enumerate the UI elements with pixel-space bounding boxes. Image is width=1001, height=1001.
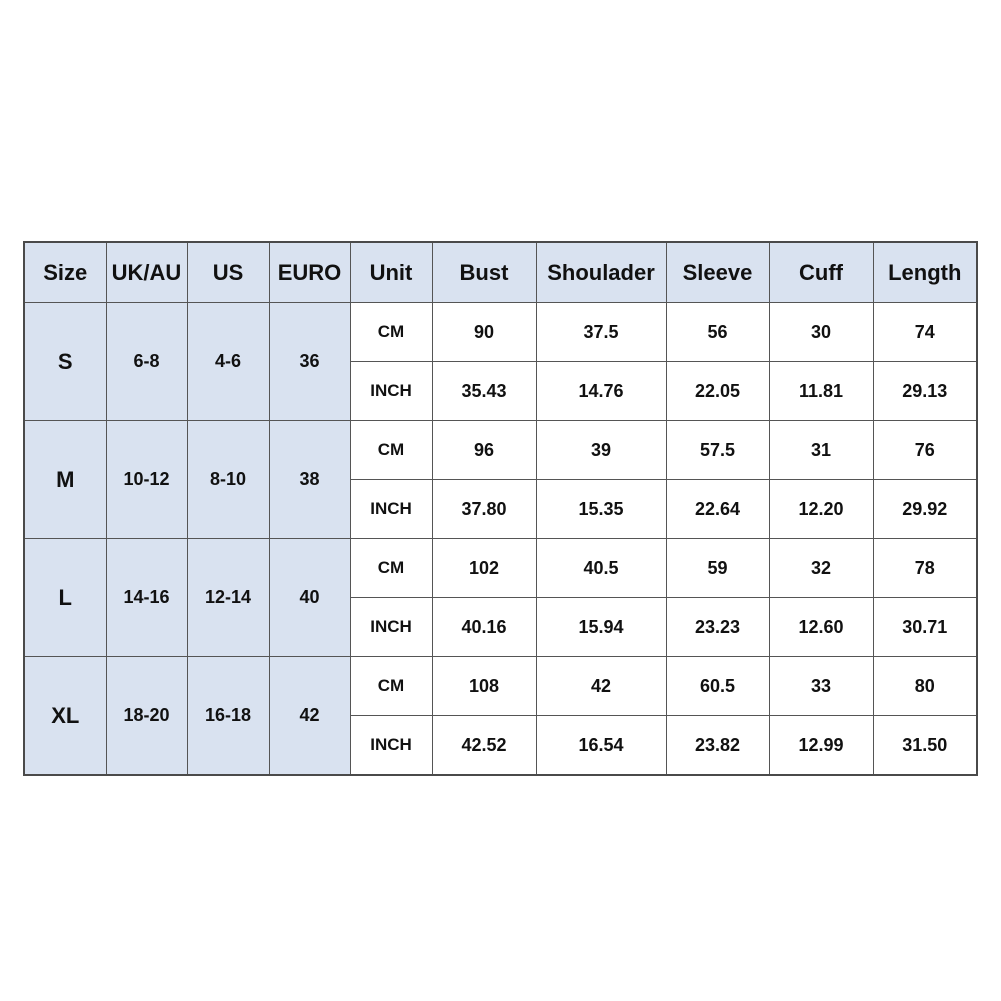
euro-cell: 36	[269, 303, 350, 421]
cuff-cell: 11.81	[769, 362, 873, 421]
size-cell: L	[24, 539, 106, 657]
bust-cell: 96	[432, 421, 536, 480]
shoulder-cell: 15.94	[536, 598, 666, 657]
bust-cell: 90	[432, 303, 536, 362]
header-unit: Unit	[350, 242, 432, 303]
header-row	[24, 242, 977, 303]
table-row	[24, 303, 977, 362]
euro-cell: 40	[269, 539, 350, 657]
shoulder-cell: 14.76	[536, 362, 666, 421]
sleeve-cell: 22.05	[666, 362, 769, 421]
shoulder-cell: 37.5	[536, 303, 666, 362]
us-cell: 8-10	[187, 421, 269, 539]
header-size: Size	[24, 242, 106, 303]
size-cell: S	[24, 303, 106, 421]
uk-au-cell: 10-12	[106, 421, 187, 539]
length-cell: 80	[873, 657, 977, 716]
uk-au-cell: 18-20	[106, 657, 187, 776]
size-cell: M	[24, 421, 106, 539]
unit-cell: INCH	[350, 362, 432, 421]
length-cell: 78	[873, 539, 977, 598]
sleeve-cell: 23.82	[666, 716, 769, 776]
unit-cell: CM	[350, 303, 432, 362]
cuff-cell: 12.60	[769, 598, 873, 657]
cuff-cell: 30	[769, 303, 873, 362]
header-bust: Bust	[432, 242, 536, 303]
sleeve-cell: 60.5	[666, 657, 769, 716]
shoulder-cell: 16.54	[536, 716, 666, 776]
shoulder-cell: 15.35	[536, 480, 666, 539]
unit-cell: INCH	[350, 598, 432, 657]
us-cell: 16-18	[187, 657, 269, 776]
bust-cell: 42.52	[432, 716, 536, 776]
us-cell: 4-6	[187, 303, 269, 421]
length-cell: 29.92	[873, 480, 977, 539]
bust-cell: 108	[432, 657, 536, 716]
header-euro: EURO	[269, 242, 350, 303]
bust-cell: 40.16	[432, 598, 536, 657]
bust-cell: 35.43	[432, 362, 536, 421]
header-sleeve: Sleeve	[666, 242, 769, 303]
us-cell: 12-14	[187, 539, 269, 657]
shoulder-cell: 42	[536, 657, 666, 716]
cuff-cell: 33	[769, 657, 873, 716]
sleeve-cell: 56	[666, 303, 769, 362]
sleeve-cell: 57.5	[666, 421, 769, 480]
header-cuff: Cuff	[769, 242, 873, 303]
bust-cell: 102	[432, 539, 536, 598]
unit-cell: INCH	[350, 480, 432, 539]
header-length: Length	[873, 242, 977, 303]
size-chart-table	[23, 241, 978, 776]
euro-cell: 38	[269, 421, 350, 539]
unit-cell: INCH	[350, 716, 432, 776]
header-shoulder: Shoulader	[536, 242, 666, 303]
length-cell: 74	[873, 303, 977, 362]
header-uk-au: UK/AU	[106, 242, 187, 303]
uk-au-cell: 6-8	[106, 303, 187, 421]
unit-cell: CM	[350, 421, 432, 480]
unit-cell: CM	[350, 539, 432, 598]
sleeve-cell: 59	[666, 539, 769, 598]
table-row	[24, 539, 977, 598]
shoulder-cell: 40.5	[536, 539, 666, 598]
length-cell: 76	[873, 421, 977, 480]
cuff-cell: 32	[769, 539, 873, 598]
unit-cell: CM	[350, 657, 432, 716]
cuff-cell: 12.20	[769, 480, 873, 539]
table-row	[24, 657, 977, 716]
header-us: US	[187, 242, 269, 303]
size-cell: XL	[24, 657, 106, 776]
uk-au-cell: 14-16	[106, 539, 187, 657]
shoulder-cell: 39	[536, 421, 666, 480]
table-row	[24, 421, 977, 480]
cuff-cell: 12.99	[769, 716, 873, 776]
table-body	[24, 303, 977, 776]
cuff-cell: 31	[769, 421, 873, 480]
bust-cell: 37.80	[432, 480, 536, 539]
length-cell: 31.50	[873, 716, 977, 776]
length-cell: 30.71	[873, 598, 977, 657]
sleeve-cell: 22.64	[666, 480, 769, 539]
euro-cell: 42	[269, 657, 350, 776]
length-cell: 29.13	[873, 362, 977, 421]
sleeve-cell: 23.23	[666, 598, 769, 657]
